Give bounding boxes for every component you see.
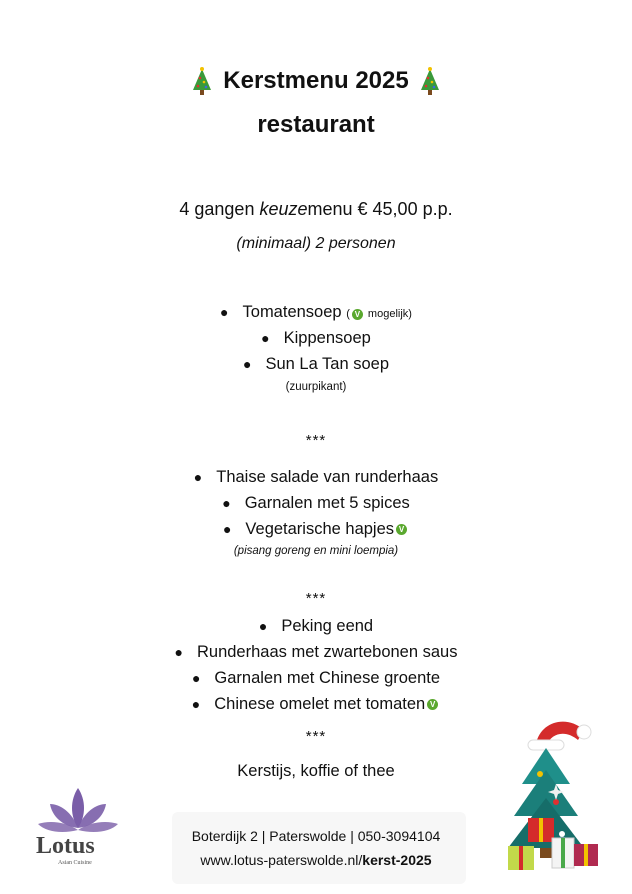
price-line: [0, 199, 632, 220]
item-note: (pisang goreng en mini loempia): [233, 545, 399, 557]
christmas-tree-icon: [191, 66, 213, 96]
vegetarian-icon: V: [396, 524, 407, 535]
christmas-tree-icon: [419, 66, 441, 96]
menu-title: Kerstmenu 2025: [223, 67, 409, 94]
menu-item: [0, 492, 632, 514]
dessert-line: Kerstijs, koffie of thee: [237, 762, 395, 780]
bullet: ●: [220, 304, 229, 320]
menu-item: [0, 301, 632, 325]
christmas-tree-gifts-icon: [500, 712, 604, 872]
bullet: ●: [242, 356, 252, 372]
item-label: Runderhaas met zwartebonen saus: [196, 643, 458, 661]
vegetarian-icon: V: [352, 309, 363, 320]
website-path: kerst-2025: [362, 852, 432, 868]
item-label: Thaise salade van runderhaas: [216, 468, 439, 486]
bullet: ●: [258, 618, 268, 634]
menu-item: [0, 466, 632, 488]
menu-item: [0, 353, 632, 375]
logo-subtitle: Asian Cuisine: [58, 860, 92, 866]
title-line-1: [0, 66, 632, 96]
bullet: ●: [222, 495, 231, 511]
menu-item: [0, 667, 632, 689]
bullet: ●: [193, 469, 203, 485]
course-separator: ***: [305, 432, 327, 449]
item-label: Garnalen met 5 spices: [244, 494, 410, 512]
item-label: Tomatensoep: [242, 303, 342, 321]
course-separator: ***: [305, 590, 327, 607]
item-label: Sun La Tan soep: [265, 355, 390, 373]
item-label: Garnalen met Chinese groente: [214, 669, 441, 687]
bullet: ●: [222, 521, 232, 537]
price-prefix: 4 gangen: [179, 199, 260, 219]
bullet: ●: [261, 330, 270, 346]
website-prefix: www.lotus-paterswolde.nl/: [200, 852, 363, 868]
menu-item: [0, 327, 632, 349]
footer-address: Boterdijk 2 | Paterswolde | 050-3094104: [191, 828, 441, 844]
menu-subtitle: restaurant: [257, 111, 375, 138]
item-note: (zuurpikant): [285, 381, 347, 393]
bullet: ●: [191, 670, 201, 686]
logo-name: Lotus: [36, 833, 95, 859]
item-label: Peking eend: [281, 617, 374, 635]
item-label: Vegetarische hapjes: [245, 520, 395, 538]
price-suffix: menu € 45,00 p.p.: [307, 199, 453, 219]
minimum-persons: (minimaal) 2 personen: [236, 235, 396, 252]
price-keuze: keuze: [259, 199, 308, 219]
menu-item: [0, 615, 632, 637]
vegetarian-icon: V: [427, 699, 438, 710]
bullet: ●: [191, 696, 201, 712]
bullet: ●: [174, 644, 183, 660]
item-label: Chinese omelet met tomaten: [214, 695, 426, 713]
footer-box: [172, 812, 466, 884]
course-separator: ***: [305, 728, 327, 745]
menu-item: [0, 641, 632, 663]
item-label: Kippensoep: [283, 329, 371, 347]
menu-item: [0, 518, 632, 540]
vegetarian-note: ( V mogelijk): [346, 308, 412, 320]
